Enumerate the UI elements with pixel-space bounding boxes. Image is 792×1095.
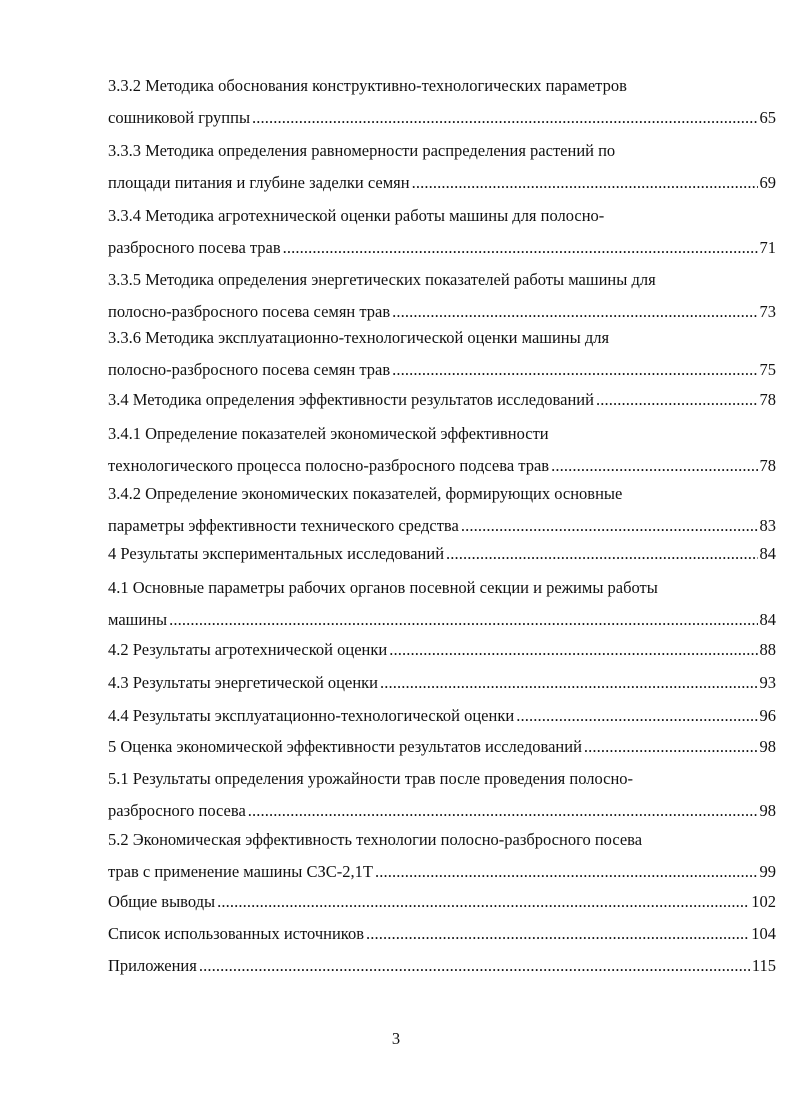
toc-entry-line [108, 264, 776, 296]
toc-entry [108, 700, 776, 732]
dot-leader [248, 795, 758, 827]
dot-leader [446, 538, 757, 570]
dot-leader [389, 634, 757, 666]
toc-entry-page: 98 [759, 737, 776, 756]
toc-entry-page: 71 [759, 238, 776, 257]
dot-leader [252, 102, 757, 134]
toc-entry-line [108, 322, 776, 354]
toc-entry [108, 478, 776, 542]
toc-entry-last-line [108, 667, 776, 699]
toc-entry-page: 104 [751, 924, 776, 943]
dot-leader [380, 667, 757, 699]
toc-entry [108, 824, 776, 888]
dot-leader [366, 918, 749, 950]
toc-entry-page: 83 [759, 516, 776, 535]
dot-leader [169, 604, 757, 636]
toc-entry-line [108, 70, 776, 102]
toc-entry-last-line [108, 634, 776, 666]
toc-entry-text: 3.4 Методика определения эффективности результатов исследований [108, 390, 594, 409]
toc-entry-text: 5.1 Результаты определения урожайности трав после проведения полосно- [108, 769, 634, 788]
toc-entry-text: разбросного посева [108, 801, 246, 820]
dot-leader [516, 700, 757, 732]
toc-entry-line [108, 200, 776, 232]
toc-entry-page: 93 [759, 673, 776, 692]
dot-leader [412, 167, 758, 199]
toc-entry-page: 115 [751, 956, 776, 975]
toc-entry [108, 418, 776, 482]
toc-entry-line [108, 763, 776, 795]
toc-entry-last-line [108, 856, 776, 888]
toc-entry-last-line [108, 354, 776, 386]
toc-entry-last-line [108, 167, 776, 199]
toc-entry-line [108, 418, 776, 450]
toc-entry-text: Список использованных источников [108, 924, 364, 943]
toc-entry-text: технологического процесса полосно-разбросного подсева трав [108, 456, 550, 475]
toc-entry-last-line [108, 950, 776, 982]
toc-entry-last-line [108, 538, 776, 570]
toc-entry-page: 73 [759, 302, 776, 321]
toc-entry [108, 200, 776, 264]
toc-entry-last-line [108, 232, 776, 264]
toc-entry [108, 731, 776, 763]
toc-entry [108, 763, 776, 827]
toc-entry-page: 78 [759, 456, 776, 475]
toc-entry-text: 3.4.1 Определение показателей экономической эффективности [108, 424, 549, 443]
dot-leader [596, 384, 758, 416]
toc-entry-line [108, 478, 776, 510]
toc-entry [108, 538, 776, 570]
toc-entry-text: параметры эффективности технического средства [108, 516, 459, 535]
toc-entry-line [108, 824, 776, 856]
toc-entry-page: 65 [759, 108, 776, 127]
toc-entry [108, 264, 776, 328]
dot-leader [392, 354, 757, 386]
toc-entry-last-line [108, 102, 776, 134]
dot-leader [199, 950, 750, 982]
toc-entry-text: 3.4.2 Определение экономических показателей, формирующих основные [108, 484, 623, 503]
toc-entry [108, 135, 776, 199]
toc-entry [108, 950, 776, 982]
toc-entry-text: разбросного посева трав [108, 238, 281, 257]
toc-entry [108, 918, 776, 950]
toc-entry-text: 3.3.3 Методика определения равномерности распределения растений по [108, 141, 616, 160]
dot-leader [584, 731, 758, 763]
toc-entry-text: Общие выводы [108, 892, 216, 911]
toc-entry-last-line [108, 384, 776, 416]
toc-entry-text: 4 Результаты экспериментальных исследований [108, 544, 445, 563]
dot-leader [217, 886, 749, 918]
toc-entry-last-line [108, 604, 776, 636]
toc-entry-line [108, 572, 776, 604]
toc-entry-page: 98 [759, 801, 776, 820]
toc-entry [108, 667, 776, 699]
toc-entry-page: 78 [759, 390, 776, 409]
toc-entry-page: 102 [751, 892, 776, 911]
toc-entry-last-line [108, 700, 776, 732]
toc-entry-text: 5 Оценка экономической эффективности результатов исследований [108, 737, 582, 756]
toc-entry-text: 3.3.6 Методика эксплуатационно-технологической оценки машины для [108, 328, 610, 347]
dot-leader [375, 856, 758, 888]
toc-entry [108, 70, 776, 134]
toc-entry-page: 99 [759, 862, 776, 881]
toc-entry-text: 4.3 Результаты энергетической оценки [108, 673, 379, 692]
toc-entry-text: 3.3.4 Методика агротехнической оценки работы машины для полосно- [108, 206, 605, 225]
page-number: 3 [391, 1029, 401, 1048]
toc-entry-last-line [108, 918, 776, 950]
toc-entry-page: 69 [759, 173, 776, 192]
toc-entry-last-line [108, 731, 776, 763]
toc-entry [108, 886, 776, 918]
toc-entry [108, 384, 776, 416]
toc-entry-text: 4.1 Основные параметры рабочих органов посевной секции и режимы работы [108, 578, 658, 597]
toc-entry-text: сошниковой группы [108, 108, 251, 127]
toc-entry-text: трав с применение машины СЗС-2,1Т [108, 862, 373, 881]
toc-entry-text: 3.3.2 Методика обоснования конструктивно-технологических параметров [108, 76, 627, 95]
dot-leader [283, 232, 758, 264]
toc-entry-page: 84 [759, 544, 776, 563]
toc-entry-text: 4.2 Результаты агротехнической оценки [108, 640, 388, 659]
toc-entry [108, 572, 776, 636]
toc-entry-text: площади питания и глубине заделки семян [108, 173, 410, 192]
toc-entry-text: 5.2 Экономическая эффективность технологии полосно-разбросного посева [108, 830, 643, 849]
toc-entry-line [108, 135, 776, 167]
toc-entry-page: 75 [759, 360, 776, 379]
toc-entry [108, 634, 776, 666]
toc-entry-text: 3.3.5 Методика определения энергетических показателей работы машины для [108, 270, 656, 289]
toc-entry-last-line [108, 795, 776, 827]
toc-entry-page: 84 [759, 610, 776, 629]
toc-entry-text: полосно-разбросного посева семян трав [108, 360, 391, 379]
toc-entry-text: Приложения [108, 956, 197, 975]
toc-entry-page: 88 [759, 640, 776, 659]
toc-entry-page: 96 [759, 706, 776, 725]
toc-entry-text: 4.4 Результаты эксплуатационно-технологической оценки [108, 706, 515, 725]
toc-entry [108, 322, 776, 386]
toc-entry-text: машины [108, 610, 168, 629]
toc-entry-last-line [108, 886, 776, 918]
toc-entry-text: полосно-разбросного посева семян трав [108, 302, 391, 321]
